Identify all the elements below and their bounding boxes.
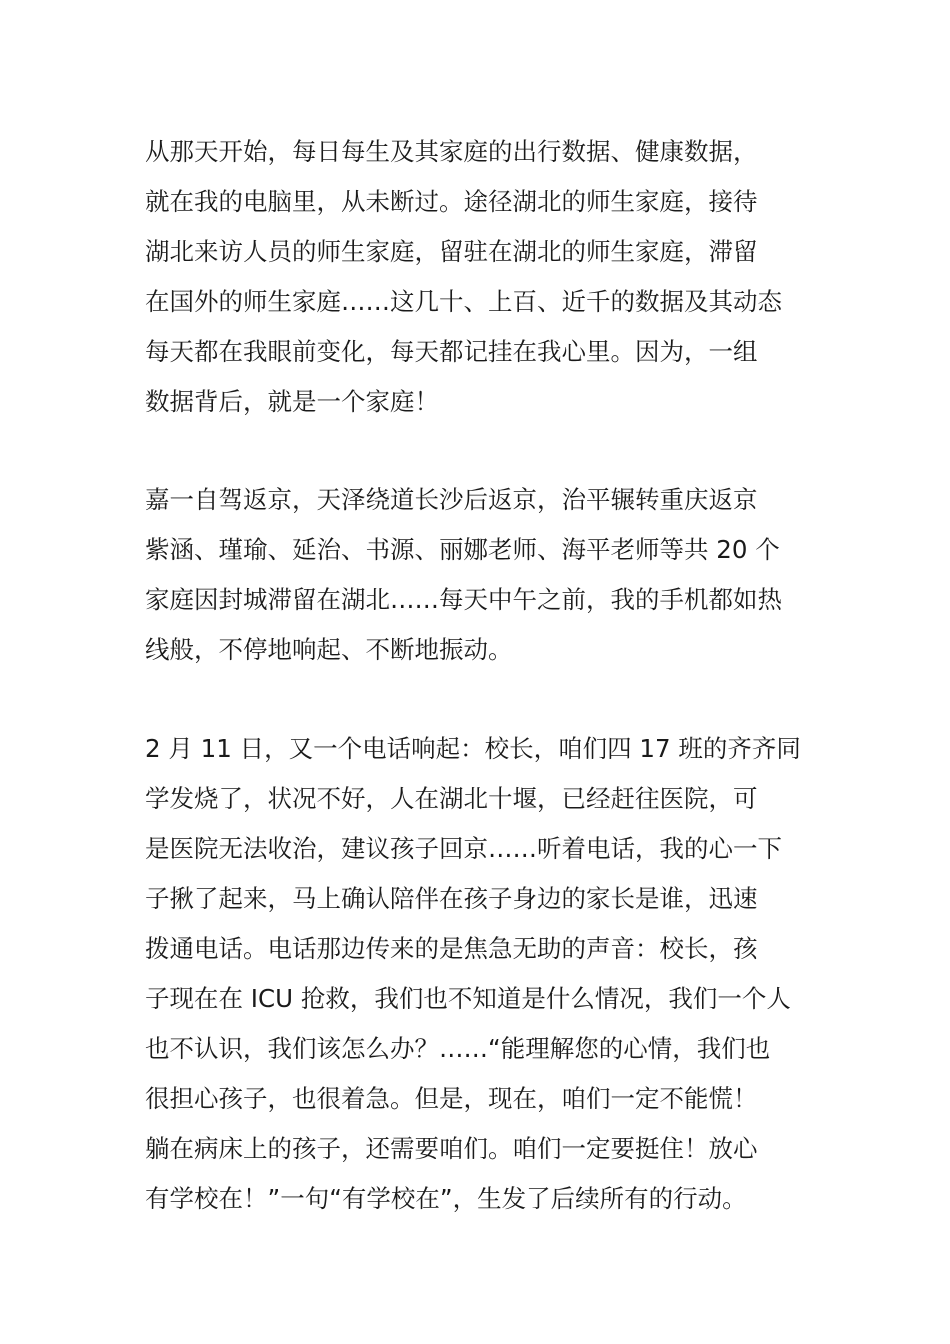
text-line: 从那天开始，每日每生及其家庭的出行数据、健康数据， — [145, 137, 758, 166]
text-line: 拨通电话。电话那边传来的是焦急无助的声音：校长，孩 — [145, 934, 758, 963]
text-line: 紫涵、瑾瑜、延治、书源、丽娜老师、海平老师等共 20 个 — [145, 535, 780, 564]
text-line: 也不认识，我们该怎么办？……“能理解您的心情，我们也 — [145, 1034, 771, 1063]
text-line: 学发烧了，状况不好，人在湖北十堰，已经赶往医院，可 — [145, 784, 758, 813]
text-line: 子揪了起来，马上确认陪伴在孩子身边的家长是谁，迅速 — [145, 884, 758, 913]
text-line: 湖北来访人员的师生家庭，留驻在湖北的师生家庭，滞留 — [145, 237, 758, 266]
text-line: 嘉一自驾返京，天泽绕道长沙后返京，治平辗转重庆返京 — [145, 485, 758, 514]
text-line: 很担心孩子，也很着急。但是，现在，咱们一定不能慌！ — [145, 1084, 758, 1113]
text-line: 子现在在 ICU 抢救，我们也不知道是什么情况，我们一个人 — [145, 984, 791, 1013]
text-line: 每天都在我眼前变化，每天都记挂在我心里。因为，一组 — [145, 337, 758, 366]
paragraph-2 — [145, 475, 810, 675]
paragraph-1 — [145, 127, 810, 427]
text-line: 线般，不停地响起、不断地振动。 — [145, 635, 513, 664]
text-line: 数据背后，就是一个家庭！ — [145, 387, 439, 416]
text-line: 在国外的师生家庭……这几十、上百、近千的数据及其动态 — [145, 287, 782, 316]
paragraph-3 — [145, 724, 810, 1224]
text-line: 家庭因封城滞留在湖北……每天中午之前，我的手机都如热 — [145, 585, 782, 614]
text-line: 是医院无法收治，建议孩子回京……听着电话，我的心一下 — [145, 834, 782, 863]
text-line: 躺在病床上的孩子，还需要咱们。咱们一定要挺住！放心 — [145, 1134, 758, 1163]
text-line: 有学校在！”一句“有学校在”，生发了后续所有的行动。 — [145, 1184, 747, 1213]
text-line: 2 月 11 日，又一个电话响起：校长，咱们四 17 班的齐齐同 — [145, 734, 801, 763]
text-line: 就在我的电脑里，从未断过。途径湖北的师生家庭，接待 — [145, 187, 758, 216]
